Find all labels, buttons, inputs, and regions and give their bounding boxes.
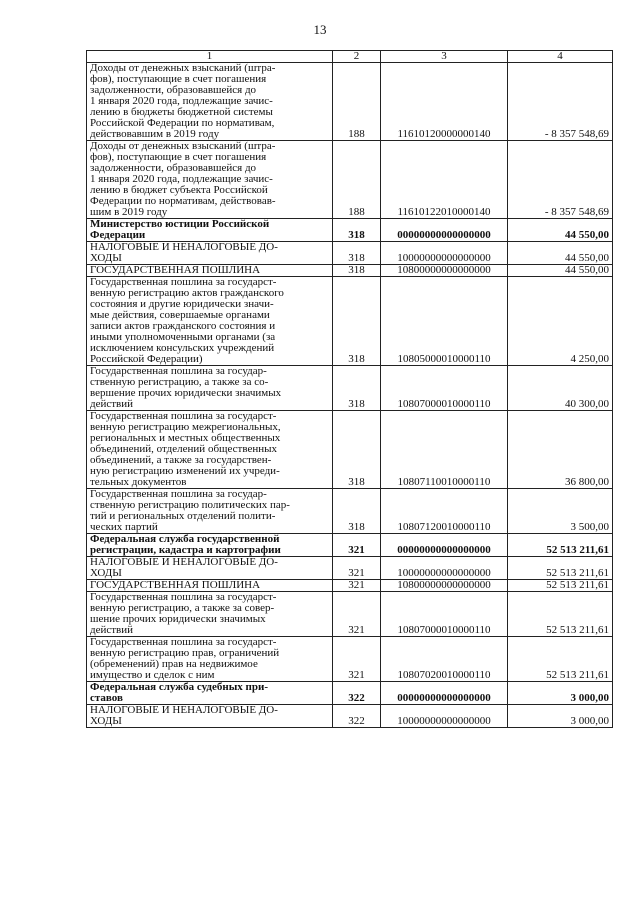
row-description: ГОСУДАРСТВЕННАЯ ПОШЛИНА — [87, 265, 333, 277]
table-row — [87, 682, 613, 705]
budget-table — [86, 50, 613, 728]
row-amount: 52 513 211,61 — [508, 557, 613, 580]
row-amount: 4 250,00 — [508, 277, 613, 366]
row-amount: 44 550,00 — [508, 219, 613, 242]
table-row — [87, 411, 613, 489]
table-row — [87, 534, 613, 557]
row-description: НАЛОГОВЫЕ И НЕНАЛОГОВЫЕ ДО- ХОДЫ — [87, 242, 333, 265]
row-description: Государственная пошлина за государ- ственную регистрацию, а также за со- вершение прочих юридически значимых действий — [87, 366, 333, 411]
row-code-2: 321 — [333, 557, 381, 580]
row-description: Доходы от денежных взысканий (штра- фов), поступающие в счет погашения задолженности, образовавшейся до 1 января 2020 года, подлежащие зачис- лению в бюджеты бюджетной системы Российской Федерации по нормативам, действовавшим в 2019 году — [87, 63, 333, 141]
row-code-3: 10800000000000000 — [381, 580, 508, 592]
row-amount: 3 000,00 — [508, 705, 613, 728]
table-row — [87, 219, 613, 242]
row-code-2: 318 — [333, 265, 381, 277]
table-row — [87, 592, 613, 637]
row-code-3: 00000000000000000 — [381, 219, 508, 242]
row-amount: 52 513 211,61 — [508, 592, 613, 637]
row-code-3: 00000000000000000 — [381, 682, 508, 705]
row-code-2: 322 — [333, 682, 381, 705]
row-code-2: 318 — [333, 489, 381, 534]
row-description: Государственная пошлина за государст- венную регистрацию, а также за совер- шение прочих юридически значимых действий — [87, 592, 333, 637]
row-amount: - 8 357 548,69 — [508, 141, 613, 219]
row-code-3: 10000000000000000 — [381, 705, 508, 728]
row-code-2: 322 — [333, 705, 381, 728]
row-description: Федеральная служба судебных при- ставов — [87, 682, 333, 705]
row-code-2: 188 — [333, 141, 381, 219]
row-amount: 52 513 211,61 — [508, 534, 613, 557]
row-amount: - 8 357 548,69 — [508, 63, 613, 141]
row-code-3: 10800000000000000 — [381, 265, 508, 277]
row-code-3: 10807000010000110 — [381, 366, 508, 411]
row-amount: 3 500,00 — [508, 489, 613, 534]
table-row — [87, 637, 613, 682]
row-code-3: 10000000000000000 — [381, 242, 508, 265]
row-code-3: 11610120000000140 — [381, 63, 508, 141]
row-description: НАЛОГОВЫЕ И НЕНАЛОГОВЫЕ ДО- ХОДЫ — [87, 557, 333, 580]
table-row — [87, 366, 613, 411]
table-row — [87, 277, 613, 366]
table-row — [87, 242, 613, 265]
row-amount: 40 300,00 — [508, 366, 613, 411]
row-code-2: 188 — [333, 63, 381, 141]
table-row — [87, 557, 613, 580]
row-code-3: 10000000000000000 — [381, 557, 508, 580]
header-col-1: 1 — [87, 51, 333, 63]
row-description: Министерство юстиции Российской Федерации — [87, 219, 333, 242]
row-code-2: 318 — [333, 366, 381, 411]
row-description: ГОСУДАРСТВЕННАЯ ПОШЛИНА — [87, 580, 333, 592]
row-code-3: 11610122010000140 — [381, 141, 508, 219]
row-description: Государственная пошлина за государст- венную регистрацию актов гражданского состояния и другие юридически значи- мые действия, совершаемые органами записи актов гражданского состояния и иными уполномоченными органами (за исключением консульских учреждений Российской Федерации) — [87, 277, 333, 366]
table-row — [87, 63, 613, 141]
header-col-4: 4 — [508, 51, 613, 63]
row-code-3: 10807020010000110 — [381, 637, 508, 682]
row-amount: 3 000,00 — [508, 682, 613, 705]
row-code-3: 10807120010000110 — [381, 489, 508, 534]
row-code-2: 318 — [333, 242, 381, 265]
row-code-2: 318 — [333, 277, 381, 366]
row-code-2: 321 — [333, 534, 381, 557]
row-code-3: 10807110010000110 — [381, 411, 508, 489]
table-row — [87, 489, 613, 534]
row-description: Государственная пошлина за государст- венную регистрацию межрегиональных, региональных и местных общественных объединений, отделений общественных объединений, а также за государствен- ную регистрацию изменений их учреди- тельных документов — [87, 411, 333, 489]
row-code-2: 321 — [333, 580, 381, 592]
page-number: 13 — [313, 22, 327, 37]
row-code-2: 321 — [333, 637, 381, 682]
row-amount: 44 550,00 — [508, 242, 613, 265]
table-header-row — [87, 51, 613, 63]
row-code-2: 318 — [333, 411, 381, 489]
row-code-2: 321 — [333, 592, 381, 637]
table-row — [87, 580, 613, 592]
table-row — [87, 705, 613, 728]
header-col-3: 3 — [381, 51, 508, 63]
row-description: Федеральная служба государственной регистрации, кадастра и картографии — [87, 534, 333, 557]
row-amount: 52 513 211,61 — [508, 580, 613, 592]
header-col-2: 2 — [333, 51, 381, 63]
row-code-3: 00000000000000000 — [381, 534, 508, 557]
row-description: Государственная пошлина за государ- ственную регистрацию политических пар- тий и региональных отделений полити- ческих партий — [87, 489, 333, 534]
table-row — [87, 265, 613, 277]
row-description: Государственная пошлина за государст- венную регистрацию прав, ограничений (обременений) прав на недвижимое имущество и сделок с ним — [87, 637, 333, 682]
row-description: Доходы от денежных взысканий (штра- фов), поступающие в счет погашения задолженности, образовавшейся до 1 января 2020 года, подлежащие зачис- лению в бюджет субъекта Российской Федерации по нормативам, действовав- шим в 2019 году — [87, 141, 333, 219]
row-amount: 36 800,00 — [508, 411, 613, 489]
row-code-3: 10805000010000110 — [381, 277, 508, 366]
row-amount: 44 550,00 — [508, 265, 613, 277]
row-code-3: 10807000010000110 — [381, 592, 508, 637]
table-row — [87, 141, 613, 219]
table-body — [87, 63, 613, 728]
row-description: НАЛОГОВЫЕ И НЕНАЛОГОВЫЕ ДО- ХОДЫ — [87, 705, 333, 728]
row-code-2: 318 — [333, 219, 381, 242]
row-amount: 52 513 211,61 — [508, 637, 613, 682]
